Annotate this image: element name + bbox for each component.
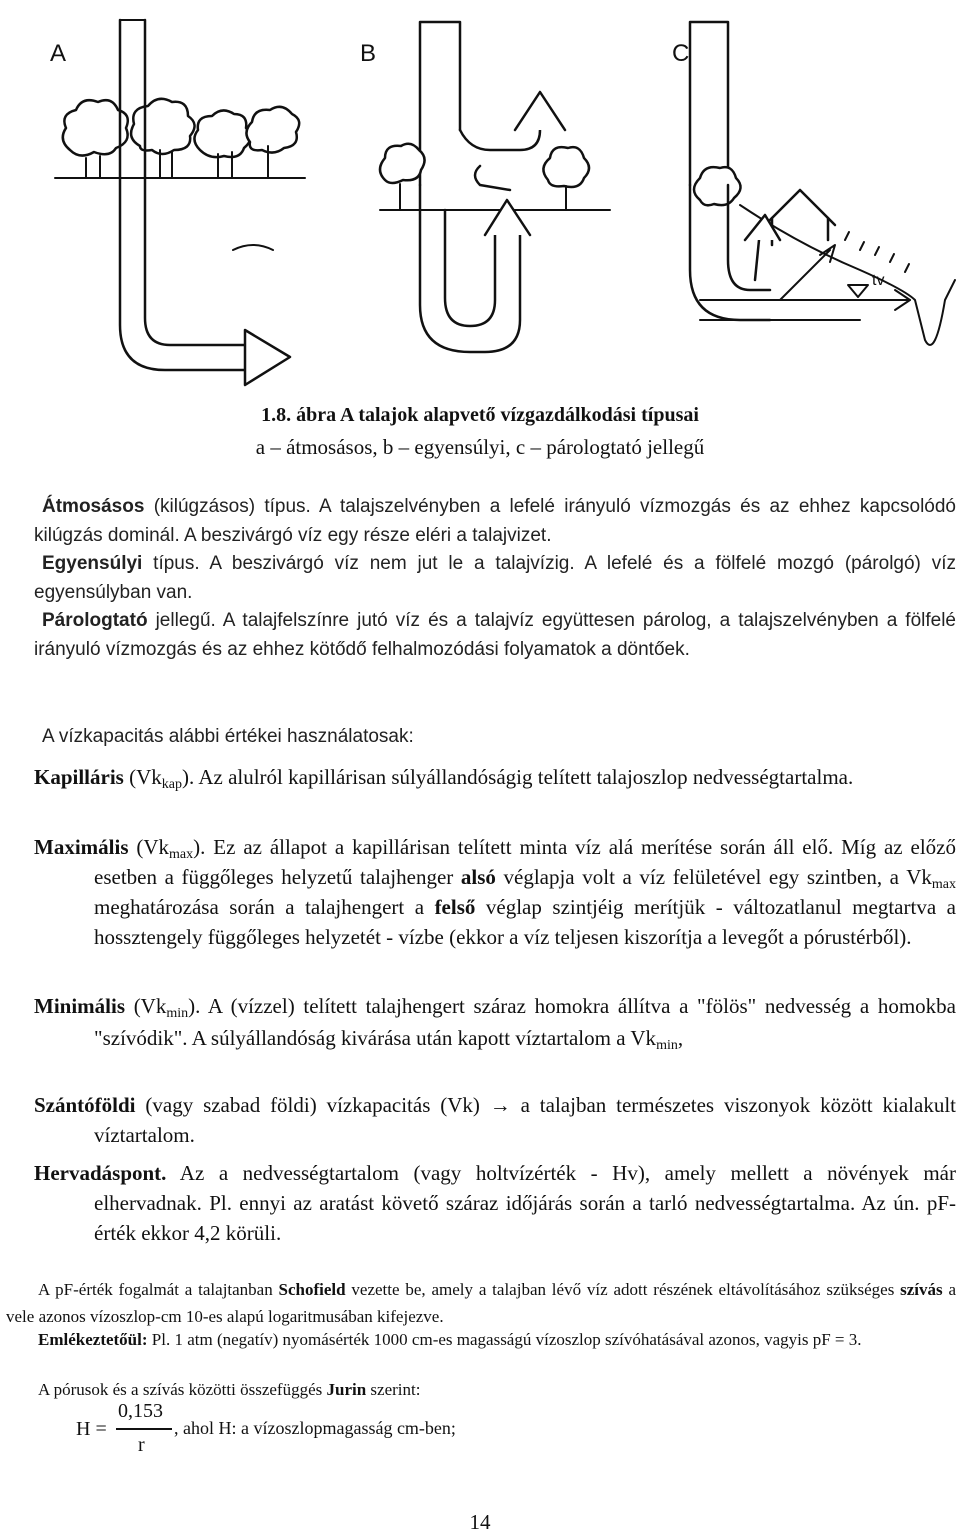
- text-maximalis-4: véglap szintjéig merítjük - változatlanul megtartva a hossztengely függőleges helyzetét - vízbe (ekkor a víz teljesen kiszorítja a levegőt a pórustérből).: [94, 895, 956, 949]
- term-maximalis: Maximális: [34, 835, 129, 859]
- paragraph-minimalis: [34, 990, 956, 1054]
- water-table-label: tv: [872, 272, 885, 289]
- text-atmosasos: (kilúgzásos) típus. A talajszelvényben a lefelé irányuló vízmozgás és az ehhez kapcsolódó kilúgzás dominál. A beszivárgó víz egy része eléri a talajvizet.: [34, 496, 956, 546]
- formula-numerator: 0,153: [118, 1400, 163, 1422]
- note-jurin: [38, 1376, 938, 1403]
- formula-lhs: H =: [76, 1418, 107, 1440]
- paragraph-parologtato: [34, 606, 956, 664]
- text-szantofoldi: (vagy szabad földi) vízkapacitás (Vk) → a talajban természetes viszonyok között kialakult víztartalom.: [94, 1093, 956, 1147]
- term-parologtato: Párologtató: [42, 610, 148, 631]
- term-minimalis: Minimális: [34, 994, 126, 1018]
- note-jurin-name: Jurin: [326, 1380, 367, 1399]
- text-hervadaspont: Az a nedvességtartalom (vagy holtvízérték - Hv), amely mellett a növények már elhervadnak. Pl. ennyi az aratást követő száraz időjárás során a tarló nedvességtartalma. Az ún. pF-érték ekkor 4,2 körüli.: [94, 1161, 956, 1245]
- paragraph-hervadaspont: [34, 1158, 956, 1248]
- emphasis-felso: felső: [434, 895, 476, 919]
- text-maximalis-1: ). Ez az állapot a kapillárisan telített minta víz alá merítése során áll elő. Míg az előző esetben a függőleges helyzetű talajhenger: [94, 835, 956, 889]
- paragraph-atmosasos: [34, 492, 956, 550]
- min-symbol: (Vk: [125, 994, 167, 1018]
- min-subscript-2: min: [656, 1038, 678, 1053]
- min-subscript: min: [166, 1006, 189, 1021]
- figure-caption-subtitle: a – átmosásos, b – egyensúlyi, c – párologtató jellegű: [255, 435, 705, 459]
- panel-label-b: B: [360, 40, 377, 67]
- note-jurin-text-2: szerint:: [366, 1380, 421, 1399]
- formula-denominator: r: [138, 1434, 145, 1456]
- panel-b-drawing: [380, 22, 610, 352]
- note-pf-text-2: vezette be, amely a talajban lévő víz adott részének eltávolításához szükséges: [345, 1280, 901, 1299]
- max-subscript: max: [169, 847, 194, 862]
- term-kapillaris: Kapilláris: [34, 765, 124, 789]
- panel-label-c: C: [672, 40, 690, 67]
- note-emlekezteto: [6, 1326, 956, 1353]
- term-atmosasos: Átmosásos: [42, 496, 145, 517]
- formula-explanation: , ahol H: a vízoszlopmagasság cm-ben;: [174, 1418, 456, 1438]
- text-maximalis-2: véglapja volt a víz felületével egy szintben, a Vk: [495, 865, 932, 889]
- note-jurin-text-1: A pórusok és a szívás közötti összefüggés: [38, 1380, 327, 1399]
- figure-caption-title: 1.8. ábra A talajok alapvető vízgazdálkodási típusai: [261, 404, 699, 426]
- text-minimalis-1: ). A (vízzel) telített talajhengert száraz homokra állítva a "fölös" nedvesség a homokba "szívódik". A súlyállandóság kivárása után kapott víztartalom a Vk: [94, 994, 956, 1050]
- paragraph-kapillaris: [34, 762, 956, 792]
- paragraph-egyensulyi: [34, 549, 956, 607]
- text-minimalis-2: ,: [677, 1026, 684, 1050]
- text-egyensulyi: típus. A beszivárgó víz nem jut le a talajvízig. A lefelé és a fölfelé mozgó (párolgó) víz egyensúlyban van.: [34, 553, 956, 603]
- note-pf-szivas: szívás: [900, 1280, 943, 1299]
- paragraph-maximalis: [34, 832, 956, 952]
- text-kapillaris: ). Az alulról kapillárisan súlyállandóságig telített talajoszlop nedvességtartalma.: [182, 765, 854, 789]
- max-symbol: (Vk: [128, 835, 170, 859]
- figure-drawing: [0, 0, 960, 400]
- formula-fraction-bar: [116, 1428, 172, 1430]
- panel-label-a: A: [50, 40, 67, 67]
- emphasis-also: alsó: [460, 865, 496, 889]
- term-hervadaspont: Hervadáspont.: [34, 1161, 167, 1185]
- text-parologtato: jellegű. A talajfelszínre jutó víz és a talajvíz együttesen párolog, a talajszelvényben a fölfelé irányuló vízmozgás és az ehhez kötődő felhalmozódási folyamatok a döntőek.: [34, 610, 956, 660]
- capacity-intro: A vízkapacitás alábbi értékei használatosak:: [42, 726, 414, 747]
- note-emlek-text: Pl. 1 atm (negatív) nyomásérték 1000 cm-es magasságú vízoszlop szívóhatásával azonos, vagyis pF = 3.: [147, 1330, 862, 1349]
- note-pf: [6, 1276, 956, 1330]
- note-pf-text-1: A pF-érték fogalmát a talajtanban: [38, 1280, 279, 1299]
- note-emlek-label: Emlékeztetőül:: [38, 1330, 148, 1349]
- paragraph-szantofoldi: [34, 1090, 956, 1150]
- figure-water-regime-types: [0, 0, 960, 400]
- note-pf-text-3: a vele azonos vízoszlop-cm 10-es alapú logaritmusában kifejezve.: [6, 1280, 956, 1326]
- panel-c-drawing: [690, 22, 955, 345]
- term-szantofoldi: Szántóföldi: [34, 1093, 136, 1117]
- note-pf-schofield: Schofield: [278, 1280, 346, 1299]
- max-subscript-2: max: [931, 877, 956, 892]
- text-maximalis-3: meghatározása során a talajhengert a: [94, 895, 435, 919]
- page-number: 14: [469, 1510, 491, 1534]
- panel-a-drawing: [55, 20, 305, 385]
- term-egyensulyi: Egyensúlyi: [42, 553, 143, 574]
- kap-symbol: (Vk: [123, 765, 162, 789]
- kap-subscript: kap: [161, 777, 182, 792]
